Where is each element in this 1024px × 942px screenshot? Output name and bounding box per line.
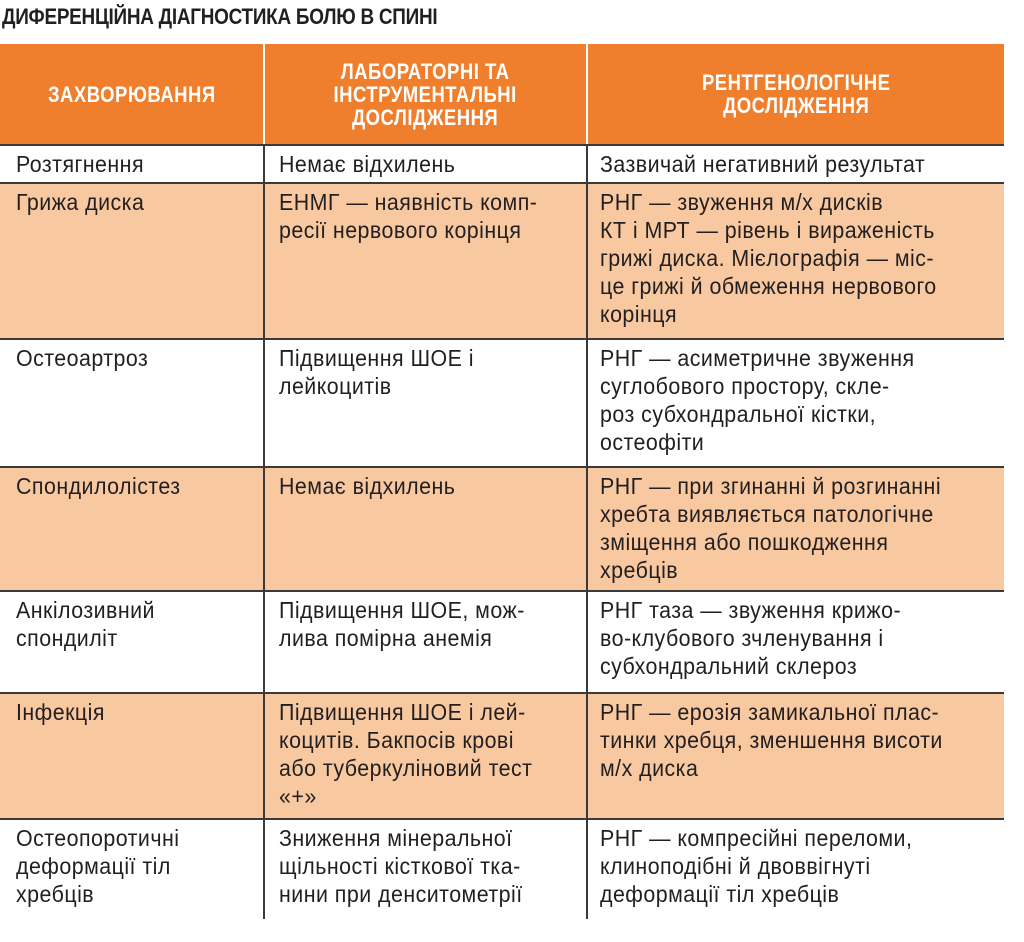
table-row — [0, 339, 1004, 467]
column-header-xray: РЕНТГЕНОЛОГІЧНЕ ДОСЛІДЖЕННЯ — [587, 44, 1004, 145]
cell-lab: Зниження мінеральної щільності кісткової тка- нини при денситометрії — [264, 819, 587, 919]
cell-xray: Зазвичай негативний результат — [587, 145, 1004, 183]
cell-disease: Остеоартроз — [0, 339, 264, 467]
differential-diagnosis-table — [0, 44, 1004, 919]
cell-xray: РНГ таза — звуження крижо- во-клубового зчленування і субхондральний склероз — [587, 591, 1004, 693]
cell-xray: РНГ — ерозія замикальної плас- тинки хребця, зменшення висоти м/х диска — [587, 693, 1004, 819]
cell-disease: Розтягнення — [0, 145, 264, 183]
cell-lab: Немає відхилень — [264, 145, 587, 183]
table-row — [0, 591, 1004, 693]
cell-xray: РНГ — звуження м/х дисків КТ і МРТ — рівень і вираженість грижі диска. Мієлографія — міс- це грижі й обмеження нервового корінця — [587, 183, 1004, 339]
cell-lab: ЕНМГ — наявність комп- ресії нервового корінця — [264, 183, 587, 339]
cell-xray: РНГ — асиметричне звуження суглобового простору, скле- роз субхондральної кістки, остеофіти — [587, 339, 1004, 467]
cell-xray: РНГ — при згинанні й розгинанні хребта виявляється патологічне зміщення або пошкодження хребців — [587, 467, 1004, 591]
table-row — [0, 693, 1004, 819]
column-header-lab: ЛАБОРАТОРНІ ТА ІНСТРУМЕНТАЛЬНІ ДОСЛІДЖЕННЯ — [264, 44, 587, 145]
cell-disease: Анкілозивний спондиліт — [0, 591, 264, 693]
cell-disease: Спондилолістез — [0, 467, 264, 591]
table-row — [0, 819, 1004, 919]
cell-lab: Підвищення ШОЕ, мож- лива помірна анемія — [264, 591, 587, 693]
cell-lab: Немає відхилень — [264, 467, 587, 591]
page-title: ДИФЕРЕНЦІЙНА ДІАГНОСТИКА БОЛЮ В СПИНІ — [2, 4, 438, 29]
table-header-row — [0, 44, 1004, 145]
cell-disease: Грижа диска — [0, 183, 264, 339]
table-row — [0, 183, 1004, 339]
column-header-disease: ЗАХВОРЮВАННЯ — [0, 44, 264, 145]
cell-lab: Підвищення ШОЕ і лейкоцитів — [264, 339, 587, 467]
cell-lab: Підвищення ШОЕ і лей- коцитів. Бакпосів крові або туберкуліновий тест «+» — [264, 693, 587, 819]
cell-disease: Остеопоротичні деформації тіл хребців — [0, 819, 264, 919]
cell-xray: РНГ — компресійні переломи, клиноподібні й двоввігнуті деформації тіл хребців — [587, 819, 1004, 919]
cell-disease: Інфекція — [0, 693, 264, 819]
table-row — [0, 145, 1004, 183]
table-row — [0, 467, 1004, 591]
